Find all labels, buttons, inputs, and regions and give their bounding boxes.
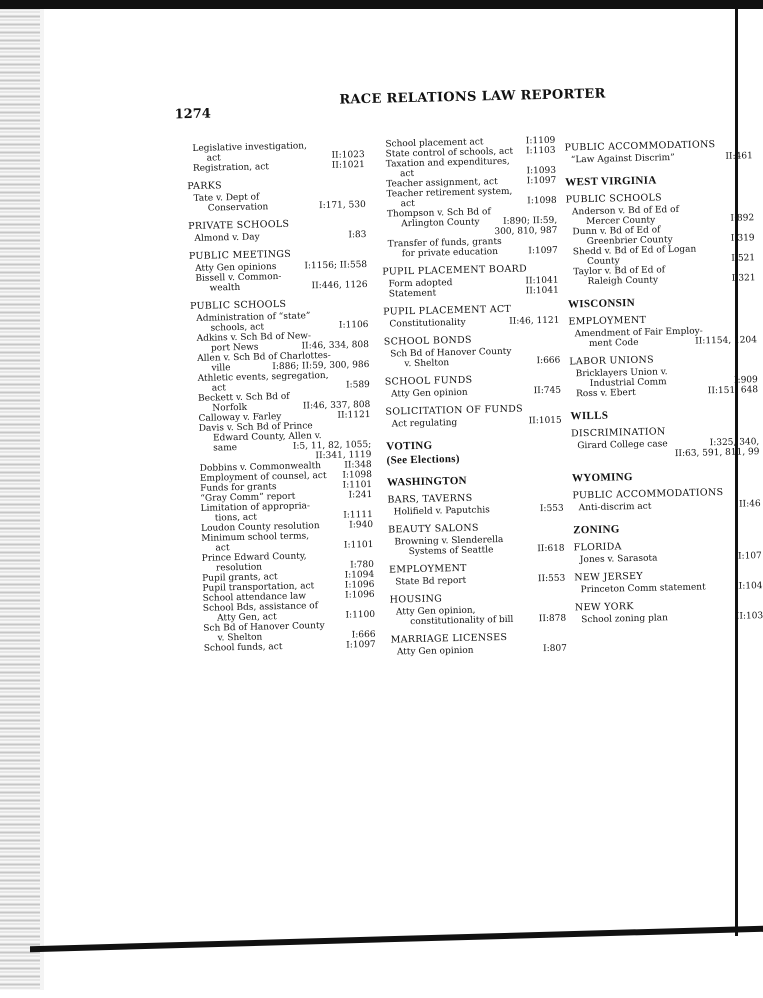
entry-name-cont: v. Shelton xyxy=(217,632,263,644)
entry-citation: II:1021 xyxy=(331,160,365,171)
entry-name: Calloway v. Farley xyxy=(198,411,282,424)
index-entry xyxy=(571,437,759,461)
entry-citation: II:446, 1126 xyxy=(311,280,368,292)
index-entry xyxy=(574,551,762,565)
section-heading: PARKS xyxy=(187,180,223,193)
entry-name-cont: v. Shelton xyxy=(404,358,450,370)
entry-citation: II:46, 334, 808 xyxy=(301,339,370,352)
entry-name-cont: tions, act xyxy=(214,512,258,524)
entry-name-cont: act xyxy=(206,153,221,164)
entry-name: “Gray Comm” report xyxy=(200,491,296,504)
entry-citation: I:171, 530 xyxy=(318,200,366,212)
entry-citation: I:807 xyxy=(543,643,567,655)
index-entry xyxy=(381,206,558,240)
index-entry xyxy=(388,534,564,558)
entry-citation: I:940 xyxy=(349,519,374,531)
entry-name-cont: resolution xyxy=(215,562,263,574)
entry-name-cont: Mercer County xyxy=(586,215,656,228)
index-entry xyxy=(391,644,567,658)
entry-name: Adkins v. Sch Bd of New- xyxy=(196,331,312,344)
state-heading: WISCONSIN xyxy=(567,296,636,311)
state-heading: WASHINGTON xyxy=(386,474,468,489)
entry-citation: II:1041 xyxy=(525,275,559,287)
entry-name-cont: Conservation xyxy=(207,202,269,214)
section-heading: FLORIDA xyxy=(573,541,622,554)
section-heading: BEAUTY SALONS xyxy=(388,522,479,536)
entry-citation: I:1094 xyxy=(344,569,375,581)
index-column-2 xyxy=(379,136,567,658)
entry-citation: II:553 xyxy=(537,573,566,585)
entry-citation: II:1121 xyxy=(337,409,371,421)
index-entry xyxy=(385,386,561,400)
entry-continuation xyxy=(404,356,560,370)
entry-citation: II:46, 1121 xyxy=(509,315,560,327)
index-entry xyxy=(575,611,763,625)
entry-name: Employment of counsel, act xyxy=(199,470,327,484)
entry-citation: II:103 xyxy=(735,611,763,622)
entry-name: School placement act xyxy=(385,137,484,150)
entry-citation: I:909 xyxy=(733,375,758,386)
index-entry xyxy=(573,499,761,513)
entry-name: “Law Against Discrim” xyxy=(570,153,675,166)
entry-continuation xyxy=(402,246,558,260)
entry-name: Thompson v. Sch Bd of xyxy=(386,207,491,220)
entry-citation: I:1101 xyxy=(343,539,374,551)
entry-line xyxy=(392,416,562,430)
entry-citation: I:83 xyxy=(348,230,367,241)
state-heading: VOTING xyxy=(386,439,433,453)
entry-citation: II:1023 xyxy=(331,150,365,161)
entry-citation: I:890; II:59, xyxy=(502,215,558,227)
entry-citation: I:1098 xyxy=(527,195,557,207)
entry-name: Administration of “state” xyxy=(196,311,311,324)
section-heading: SCHOOL BONDS xyxy=(383,334,472,348)
entry-citation: II:878 xyxy=(538,613,567,625)
entry-name: Atty Gen opinions xyxy=(195,262,277,274)
entry-citation: I:1111 xyxy=(343,509,373,521)
entry-name: Pupil transportation, act xyxy=(202,581,315,594)
section-heading: PUPIL PLACEMENT ACT xyxy=(383,303,512,318)
entry-citation: I:1103 xyxy=(525,145,556,157)
entry-citation: II:461 xyxy=(725,151,753,162)
entry-citation: II:46 xyxy=(738,499,761,510)
index-entry xyxy=(383,316,559,330)
entry-citation: II:618 xyxy=(537,543,565,555)
entry-citation: I:1097 xyxy=(526,175,557,187)
entry-citation: I:1097 xyxy=(346,639,376,651)
state-heading: WILLS xyxy=(570,409,609,423)
entry-name: Bricklayers Union v. xyxy=(575,367,668,380)
entry-citation: II:1015 xyxy=(528,415,562,427)
entry-name-cont: wealth xyxy=(209,282,241,294)
state-heading: WYOMING xyxy=(571,471,633,485)
entry-name: Pupil grants, act xyxy=(202,572,278,584)
entry-name: Funds for grants xyxy=(200,482,277,494)
entry-name-cont: Norfolk xyxy=(212,402,248,414)
entry-citation: II:151, 648 xyxy=(707,385,759,397)
entry-name-cont: ment Code xyxy=(588,337,639,349)
entry-line xyxy=(397,644,567,658)
entry-name: Taxation and expenditures, xyxy=(385,156,510,170)
section-heading: EMPLOYMENT xyxy=(388,562,467,576)
running-title: RACE RELATIONS LAW REPORTER xyxy=(339,86,606,108)
entry-citation: I:892 xyxy=(730,213,755,224)
entry-name: State Bd report xyxy=(395,575,467,588)
entry-name: Teacher retirement system, xyxy=(386,186,513,200)
entry-name: Loudon County resolution xyxy=(200,521,320,534)
section-heading: PUPIL PLACEMENT BOARD xyxy=(382,263,528,278)
index-entry xyxy=(565,151,753,165)
index-entry xyxy=(188,230,366,244)
entry-citation: I:1100 xyxy=(345,609,376,621)
section-heading: EMPLOYMENT xyxy=(568,314,647,328)
index-entry xyxy=(187,190,365,214)
entry-citation: I:325, 340, xyxy=(709,437,760,449)
index-column-3 xyxy=(564,131,763,625)
entry-citation: I:241 xyxy=(348,489,373,501)
entry-name-cont: Greenbrier County xyxy=(586,235,673,248)
entry-name: Ross v. Ebert xyxy=(575,387,636,400)
entry-name: Sch Bd of Hanover County xyxy=(203,621,325,634)
entry-name-cont: Edward County, Allen v. xyxy=(212,431,322,444)
entry-name-cont: Systems of Seattle xyxy=(408,545,494,558)
entry-name: Transfer of funds, grants xyxy=(387,236,502,250)
section-heading: PUBLIC ACCOMMODATIONS xyxy=(572,486,724,502)
section-heading: NEW JERSEY xyxy=(574,570,644,584)
section-heading: PUBLIC SCHOOLS xyxy=(189,298,287,313)
entry-name: Princeton Comm statement xyxy=(580,582,706,596)
entry-citation-cont-text: II:341, 1119 xyxy=(315,449,372,462)
entry-name-cont: for private education xyxy=(401,247,499,260)
entry-citation: I:553 xyxy=(539,503,564,515)
index-entry xyxy=(389,574,565,588)
section-heading: MARRIAGE LICENSES xyxy=(390,631,508,646)
entry-name: Constitutionality xyxy=(389,317,466,330)
index-entry xyxy=(569,325,757,349)
section-heading: PUBLIC ACCOMMODATIONS xyxy=(564,139,716,154)
entry-citation: I:589 xyxy=(345,379,370,391)
entry-citation: I:780 xyxy=(350,559,375,571)
entry-name: Davis v. Sch Bd of Prince xyxy=(198,421,313,434)
entry-citation: II:46, 337, 808 xyxy=(302,399,371,412)
entry-citation: II:1041 xyxy=(525,285,559,297)
entry-name: School attendance law xyxy=(202,591,307,604)
section-heading: NEW YORK xyxy=(574,601,634,614)
index-entry xyxy=(382,236,558,260)
entry-name-cont: act xyxy=(211,383,227,394)
section-heading: PRIVATE SCHOOLS xyxy=(188,218,290,233)
entry-line xyxy=(194,230,366,244)
entry-name: Athletic events, segregation, xyxy=(197,370,329,384)
state-subheading: (See Elections) xyxy=(386,452,460,467)
entry-citation: I:666 xyxy=(536,355,561,367)
state-heading: WEST VIRGINIA xyxy=(565,174,657,189)
index-entry xyxy=(384,346,560,370)
section-heading: HOUSING xyxy=(389,593,443,606)
entry-name: Bissell v. Common- xyxy=(195,271,282,284)
entry-citation: II:104 xyxy=(735,581,763,592)
index-entry xyxy=(386,416,562,430)
entry-citation: I:1093 xyxy=(526,165,557,177)
entry-name: Legislative investigation, xyxy=(192,141,307,154)
entry-name-cont: act xyxy=(399,168,415,180)
page-number: 1274 xyxy=(174,106,212,123)
entry-citation-cont-text: II:63, 591, 811, 99 xyxy=(674,447,760,460)
entry-name-cont: Raleigh County xyxy=(587,275,659,288)
entry-citation-cont-text: 300, 810, 987 xyxy=(494,225,558,238)
entry-name: Browning v. Slenderella xyxy=(394,534,504,548)
entry-citation: I:1109 xyxy=(525,135,556,147)
index-entry xyxy=(390,604,566,628)
entry-name: Holifield v. Paputchis xyxy=(393,505,490,518)
entry-name: School funds, act xyxy=(203,642,283,654)
entry-name-cont: same xyxy=(213,443,238,454)
entry-name-cont: schools, act xyxy=(210,322,265,334)
entry-name: Prince Edward County, xyxy=(201,551,307,564)
entry-citation: I:107 xyxy=(737,551,762,562)
entry-name: Act regulating xyxy=(391,418,458,430)
entry-name-cont: act xyxy=(400,198,415,210)
entry-line xyxy=(389,316,559,330)
section-heading: PUBLIC SCHOOLS xyxy=(565,192,663,206)
entry-name-cont: Arlington County xyxy=(401,217,480,230)
entry-line xyxy=(395,574,565,588)
entry-name: Anti-discrim act xyxy=(578,501,652,514)
index-column-1 xyxy=(186,140,376,654)
entry-name-cont: port News xyxy=(210,342,259,354)
entry-name: Jones v. Sarasota xyxy=(579,553,658,566)
entry-citation: I:1097 xyxy=(528,245,558,257)
entry-name-cont: Industrial Comm xyxy=(589,377,667,389)
entry-citation: I:1156; II:558 xyxy=(304,260,368,272)
entry-citation: I:319 xyxy=(730,233,755,244)
section-heading: LABOR UNIONS xyxy=(569,354,655,368)
entry-citation: II:745 xyxy=(533,385,562,397)
entry-name: Anderson v. Bd of Ed of xyxy=(571,204,679,218)
entry-citation: I:1101 xyxy=(342,479,373,491)
entry-citation: I:1106 xyxy=(338,319,369,331)
entry-name-cont: constitutionality of bill xyxy=(410,614,514,628)
entry-name: Dunn v. Bd of Ed of xyxy=(572,225,661,238)
entry-name: Tate v. Dept of xyxy=(193,192,260,204)
index-entry xyxy=(567,263,755,287)
entry-citation: II:348 xyxy=(344,459,372,471)
entry-name: Sch Bd of Hanover County xyxy=(390,346,512,360)
entry-citation: I:1096 xyxy=(344,579,375,591)
entry-citation: I:1096 xyxy=(345,589,375,601)
entry-name: Taylor v. Bd of Ed of xyxy=(573,265,666,278)
entry-name: Registration, act xyxy=(192,162,270,174)
section-heading: SOLICITATION OF FUNDS xyxy=(385,403,524,418)
entry-line xyxy=(391,386,561,400)
entry-name-cont: Atty Gen, act xyxy=(216,612,277,624)
section-heading: DISCRIMINATION xyxy=(570,426,666,440)
section-heading: PUBLIC MEETINGS xyxy=(188,248,292,263)
entry-name: Statement xyxy=(388,288,437,300)
entry-name: School zoning plan xyxy=(581,613,668,626)
entry-name: School Bds, assistance of xyxy=(202,601,319,614)
index-entry xyxy=(574,581,762,595)
entry-name: Almond v. Day xyxy=(194,232,260,244)
entry-citation: I:886; II:59, 300, 986 xyxy=(272,359,370,373)
entry-continuation xyxy=(210,280,368,294)
entry-continuation xyxy=(410,614,566,628)
entry-line xyxy=(580,581,762,595)
index-entry xyxy=(193,420,372,464)
entry-name: Teacher assignment, act xyxy=(386,177,498,190)
section-heading: BARS, TAVERNS xyxy=(387,492,473,506)
index-entry xyxy=(388,504,564,518)
entry-name: Girard College case xyxy=(577,439,668,452)
entry-citation: I:321 xyxy=(731,273,756,284)
entry-name: Amendment of Fair Employ- xyxy=(574,326,703,340)
section-heading: SCHOOL FUNDS xyxy=(384,374,473,388)
entry-citation: I:666 xyxy=(351,629,376,641)
entry-name-cont: County xyxy=(586,256,620,268)
entry-continuation xyxy=(409,544,565,558)
state-heading: ZONING xyxy=(573,523,620,537)
entry-name-cont: ville xyxy=(211,363,231,374)
entry-name: Form adopted xyxy=(388,278,453,290)
entry-name: Dobbins v. Commonwealth xyxy=(199,461,322,474)
entry-name: State control of schools, act xyxy=(385,146,514,160)
entry-name: Atty Gen opinion xyxy=(390,387,468,400)
entry-citation: I:1098 xyxy=(342,469,372,481)
entry-name-cont: act xyxy=(215,543,230,554)
entry-name: Shedd v. Bd of Ed of Logan xyxy=(572,244,697,258)
entry-name: Atty Gen opinion, xyxy=(395,605,476,618)
entry-citation: II:1154, 1204 xyxy=(695,335,758,347)
entry-citation: I:5, 11, 82, 1055; xyxy=(292,439,372,452)
entry-line xyxy=(394,504,564,518)
entry-citation: I:521 xyxy=(731,253,756,264)
entry-line xyxy=(581,611,763,625)
entry-name: Minimum school terms, xyxy=(201,531,310,544)
entry-name: Limitation of appropria- xyxy=(200,501,311,514)
entry-name: Atty Gen opinion xyxy=(396,645,474,658)
entry-name: Allen v. Sch Bd of Charlottes- xyxy=(197,350,331,364)
entry-continuation xyxy=(208,200,366,214)
entry-line xyxy=(580,551,762,565)
index-entry xyxy=(189,270,367,294)
entry-line xyxy=(571,151,753,165)
entry-name: Beckett v. Sch Bd of xyxy=(198,391,290,404)
entry-line xyxy=(579,499,761,513)
